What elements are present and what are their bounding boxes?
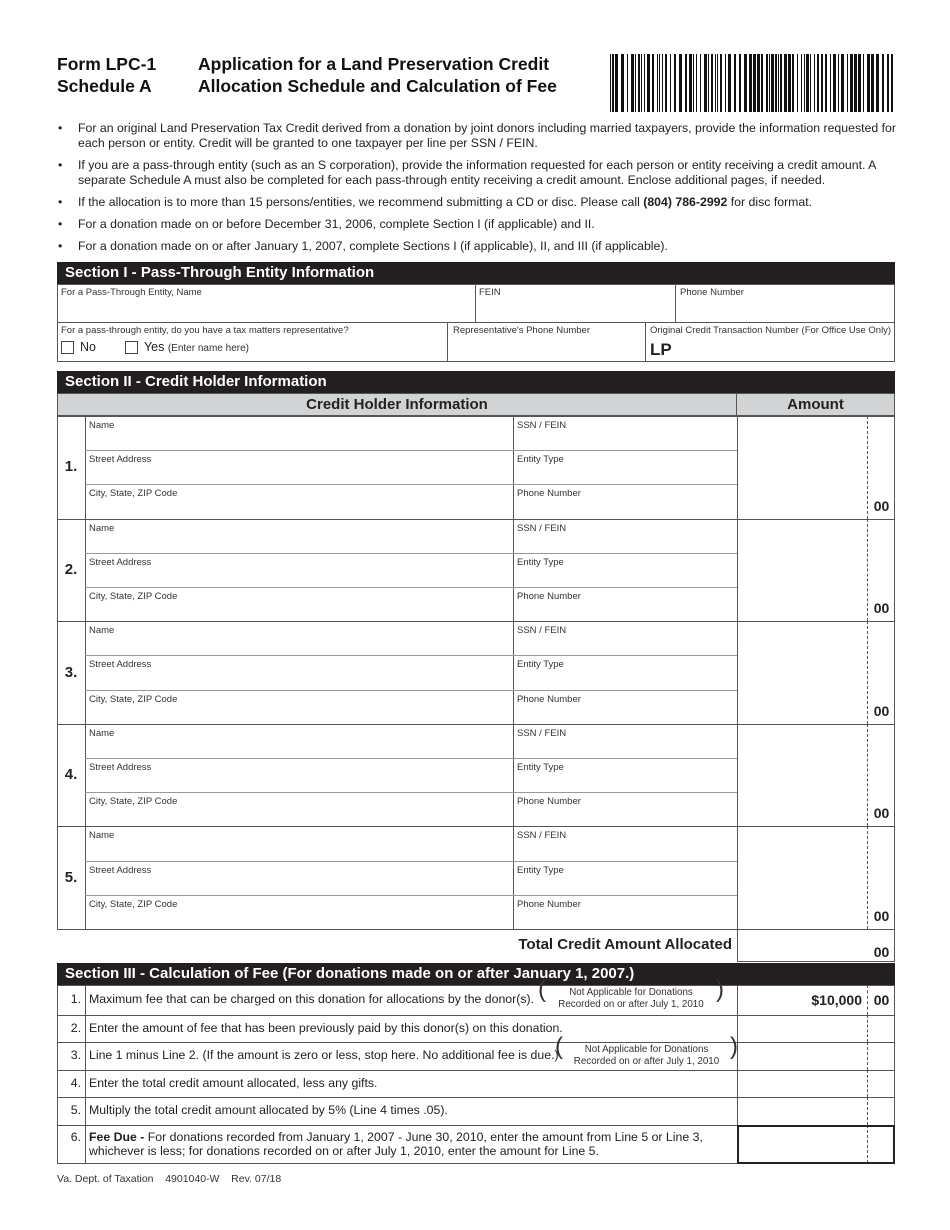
entity-name-field[interactable] [58, 298, 474, 321]
section3-header: Section III - Calculation of Fee (For donations made on or after January 1, 2007.) [57, 963, 895, 985]
phone-number-field[interactable] [514, 500, 737, 517]
ssn-fein-field[interactable] [514, 637, 737, 654]
phone-number-field[interactable] [514, 911, 737, 928]
col-header-amount: Amount [737, 393, 895, 416]
form-title-line1: Application for a Land Preservation Credit [198, 54, 550, 74]
street-address-field[interactable] [86, 569, 509, 586]
phone-number-label: Phone Number [517, 488, 581, 500]
city-state-zip-label: City, State, ZIP Code [89, 898, 178, 910]
tax-rep-question: For a pass-through entity, do you have a tax matters representative? [61, 325, 349, 336]
col-header-info: Credit Holder Information [57, 393, 737, 416]
ssn-fein-label: SSN / FEIN [517, 625, 567, 637]
street-address-field[interactable] [86, 671, 509, 688]
entity-type-field[interactable] [514, 466, 737, 483]
street-address-label: Street Address [89, 556, 152, 568]
total-cents: 00 [873, 944, 890, 960]
phone-number-field[interactable] [514, 706, 737, 723]
amount-cents: 00 [873, 600, 890, 617]
fee-amount-field[interactable] [739, 986, 866, 1014]
fee-line-number: 3. [70, 1048, 81, 1062]
fee-amount-field[interactable] [739, 1126, 866, 1162]
row-number: 3. [64, 663, 78, 681]
barcode-image [610, 54, 894, 112]
fee-line-text: Maximum fee that can be charged on this donation for allocations by the donor(s). [89, 992, 534, 1006]
fee-line-text: Multiply the total credit amount allocated by 5% (Line 4 times .05). [89, 1103, 448, 1117]
entity-type-field[interactable] [514, 671, 737, 688]
city-state-zip-label: City, State, ZIP Code [89, 796, 178, 808]
instruction-item: • For a donation made on or after January 1, 2007, complete Sections I (if applicable), II, and III (if applicable). [58, 239, 898, 254]
city-state-zip-field[interactable] [86, 911, 509, 928]
entity-type-label: Entity Type [517, 454, 564, 466]
name-field[interactable] [86, 740, 509, 757]
name-label: Name [89, 830, 115, 842]
max-fee-cents: 00 [873, 992, 890, 1008]
instruction-item: • For an original Land Preservation Tax Credit derived from a donation by joint donors including married taxpayers, provide the information requested for each person or entity. Credit will be granted to one taxpayer per line per SSN / FEIN. [58, 121, 898, 151]
footer-form-number: 4901040-W [165, 1173, 220, 1185]
fee-amount-field[interactable] [739, 1043, 866, 1069]
entity-type-field[interactable] [514, 877, 737, 894]
entity-name-label: For a Pass-Through Entity, Name [61, 287, 202, 298]
street-address-field[interactable] [86, 466, 509, 483]
name-field[interactable] [86, 432, 509, 449]
city-state-zip-label: City, State, ZIP Code [89, 591, 178, 602]
instruction-item: • If the allocation is to more than 15 persons/entities, we recommend submitting a CD or disc. Please call (804) 786-2992 for disc format. [58, 195, 898, 210]
row-number: 2. [64, 560, 78, 578]
row-number: 4. [64, 766, 78, 784]
name-label: Name [89, 727, 115, 739]
name-label: Name [89, 420, 115, 431]
schedule-label: Schedule A [57, 76, 152, 96]
street-address-field[interactable] [86, 877, 509, 894]
city-state-zip-field[interactable] [86, 808, 509, 825]
fee-amount-field[interactable] [739, 1071, 866, 1096]
entity-type-label: Entity Type [517, 864, 564, 876]
name-field[interactable] [86, 535, 509, 552]
city-state-zip-label: City, State, ZIP Code [89, 693, 178, 705]
instruction-item: • If you are a pass-through entity (such as an S corporation), provide the information requested for each person or entity receiving a credit amount. A separate Schedule A must also be completed for each pass-through entity receiving a credit amount. Enclose additional pages, if needed. [58, 158, 898, 188]
street-address-label: Street Address [89, 864, 152, 876]
fee-line-text: Fee Due - For donations recorded from January 1, 2007 - June 30, 2010, enter the amount from Line 5 or Line 3, whichever is less; for donations recorded on or after July 1, 2010, enter the amount for Line 5. [89, 1130, 703, 1158]
fee-line-text: Enter the amount of fee that has been previously paid by this donor(s) on this donation. [89, 1021, 563, 1035]
footer [57, 1173, 281, 1185]
ssn-fein-label: SSN / FEIN [517, 830, 567, 842]
footer-revision: Rev. 07/18 [231, 1173, 282, 1185]
form-title-line2: Allocation Schedule and Calculation of Fee [198, 76, 557, 96]
ssn-fein-field[interactable] [514, 535, 737, 552]
name-label: Name [89, 522, 115, 534]
not-applicable-note: ( Not Applicable for Donations Recorded on or after July 1, 2010 ) [563, 1044, 730, 1068]
fee-line-number: 2. [70, 1021, 81, 1035]
instruction-item: • For a donation made on or before December 31, 2006, complete Section I (if applicable) and II. [58, 217, 898, 232]
fee-line-text: Enter the total credit amount allocated, less any gifts. [89, 1076, 378, 1090]
section1-header: Section I - Pass-Through Entity Information [57, 262, 895, 284]
phone-number-label: Phone Number [517, 591, 581, 602]
entity-type-label: Entity Type [517, 659, 564, 671]
row-number: 5. [64, 868, 78, 886]
amount-field[interactable] [738, 417, 866, 518]
fee-line-number: 4. [70, 1076, 81, 1090]
name-field[interactable] [86, 842, 509, 859]
ssn-fein-field[interactable] [514, 842, 737, 859]
yes-label: Yes [143, 340, 165, 354]
street-address-field[interactable] [86, 774, 509, 791]
amount-cents: 00 [873, 805, 890, 822]
not-applicable-note: ( Not Applicable for Donations Recorded on or after July 1, 2010 ) [546, 987, 716, 1011]
instructions-list [58, 121, 898, 260]
entity-type-label: Entity Type [517, 556, 564, 568]
phone-number-label: Phone Number [517, 796, 581, 808]
fein-field[interactable] [476, 298, 674, 321]
fee-line-number: 5. [70, 1103, 81, 1117]
yes-checkbox[interactable] [125, 341, 138, 354]
amount-field[interactable] [738, 827, 866, 928]
footer-agency: Va. Dept. of Taxation [57, 1173, 154, 1185]
amount-field[interactable] [738, 520, 866, 621]
orig-credit-prefix: LP [650, 340, 672, 359]
street-address-label: Street Address [89, 454, 152, 466]
city-state-zip-field[interactable] [86, 603, 509, 620]
form-id: Form LPC-1 [57, 54, 157, 74]
amount-cents: 00 [873, 497, 890, 514]
ssn-fein-field[interactable] [514, 740, 737, 757]
orig-credit-label: Original Credit Transaction Number (For Office Use Only) [650, 325, 892, 336]
amount-field[interactable] [738, 622, 866, 723]
rep-phone-label: Representative's Phone Number [453, 325, 590, 336]
amount-cents: 00 [873, 702, 890, 719]
city-state-zip-field[interactable] [86, 706, 509, 723]
fein-label: FEIN [479, 287, 501, 298]
section2-header: Section II - Credit Holder Information [57, 371, 895, 393]
total-label: Total Credit Amount Allocated [518, 936, 732, 953]
street-address-label: Street Address [89, 659, 152, 671]
fee-line-number: 6. [70, 1130, 81, 1144]
entity-type-label: Entity Type [517, 762, 564, 773]
fee-amount-field[interactable] [739, 1016, 866, 1041]
name-label: Name [89, 625, 115, 637]
ssn-fein-label: SSN / FEIN [517, 727, 567, 739]
ssn-fein-label: SSN / FEIN [517, 420, 567, 431]
rep-phone-field[interactable] [448, 336, 644, 361]
phone-number-field[interactable] [514, 603, 737, 620]
ssn-fein-label: SSN / FEIN [517, 522, 567, 534]
amount-field[interactable] [738, 725, 866, 826]
entity-type-field[interactable] [514, 569, 737, 586]
disc-phone-number: (804) 786-2992 [643, 195, 728, 209]
ssn-fein-field[interactable] [514, 432, 737, 449]
phone-field[interactable] [676, 298, 894, 321]
fee-line-number: 1. [70, 992, 81, 1006]
phone-number-label: Phone Number [517, 693, 581, 705]
name-field[interactable] [86, 637, 509, 654]
phone-label: Phone Number [680, 287, 744, 298]
fee-amount-field[interactable] [739, 1098, 866, 1124]
street-address-label: Street Address [89, 762, 152, 773]
entity-type-field[interactable] [514, 774, 737, 791]
yes-hint: (Enter name here) [167, 343, 249, 354]
phone-number-label: Phone Number [517, 898, 581, 910]
no-label: No [80, 340, 96, 354]
no-checkbox[interactable] [61, 341, 74, 354]
row-number: 1. [64, 458, 78, 476]
city-state-zip-label: City, State, ZIP Code [89, 488, 178, 500]
max-fee-amount: $10,000 [811, 992, 862, 1008]
phone-number-field[interactable] [514, 808, 737, 825]
amount-cents: 00 [873, 908, 890, 924]
fee-line-text: Line 1 minus Line 2. (If the amount is zero or less, stop here. No additional fee is due.) [89, 1048, 559, 1062]
tax-rep-options [61, 340, 249, 354]
city-state-zip-field[interactable] [86, 500, 509, 517]
